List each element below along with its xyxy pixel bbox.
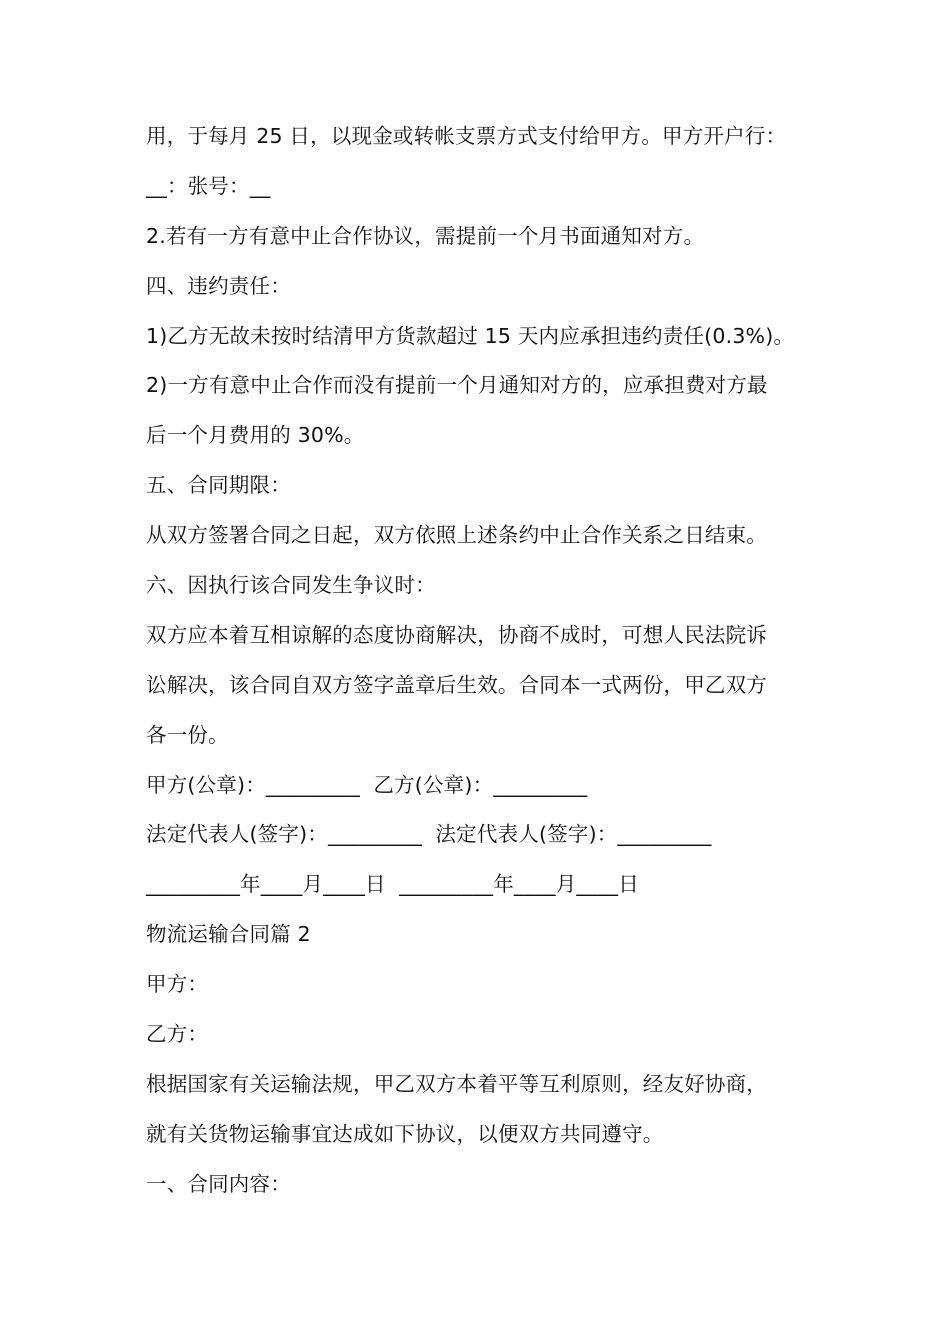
paragraph-liability-item-1: 1)乙方无故未按时结清甲方货款超过 15 天内应承担违约责任(0.3%)。	[146, 323, 795, 348]
paragraph-disputes-end: 各一份。	[146, 722, 229, 747]
party-b-label: 乙方：	[146, 1022, 209, 1047]
paragraph-term: 从双方签署合同之日起，双方依照上述条约中止合作关系之日结束。	[146, 523, 767, 548]
paragraph-payment-terms: 用，于每月 25 日，以现金或转帐支票方式支付给甲方。甲方开户行：	[146, 124, 787, 148]
document-body	[146, 112, 826, 1210]
party-a-label: 甲方：	[146, 972, 209, 997]
contract-title-part-2: 物流运输合同篇 2	[146, 922, 311, 947]
signature-date-line: _________年____月____日 _________年____月____日	[146, 872, 639, 897]
paragraph-liability-item-2-cont: 后一个月费用的 30%。	[146, 423, 365, 448]
paragraph-preamble-cont: 就有关货物运输事宜达成如下协议，以便双方共同遵守。	[146, 1121, 664, 1146]
section-heading-contents: 一、合同内容：	[146, 1171, 291, 1196]
section-heading-liability: 四、违约责任：	[146, 273, 291, 298]
paragraph-preamble: 根据国家有关运输法规，甲乙双方本着平等互利原则，经友好协商，	[146, 1071, 767, 1096]
paragraph-disputes: 双方应本着互相谅解的态度协商解决，协商不成时，可想人民法院诉	[146, 622, 767, 647]
paragraph-account-number: __：张号：__	[146, 173, 271, 198]
paragraph-termination-notice: 2.若有一方有意中止合作协议，需提前一个月书面通知对方。	[146, 223, 705, 248]
signature-representative-line: 法定代表人(签字)：_________ 法定代表人(签字)：_________	[146, 822, 712, 847]
section-heading-term: 五、合同期限：	[146, 473, 291, 498]
paragraph-liability-item-2: 2)一方有意中止合作而没有提前一个月通知对方的，应承担费对方最	[146, 373, 768, 398]
section-heading-disputes: 六、因执行该合同发生争议时：	[146, 573, 436, 598]
signature-seal-line: 甲方(公章)：_________ 乙方(公章)：_________	[146, 772, 588, 797]
paragraph-disputes-cont: 讼解决，该合同自双方签字盖章后生效。合同本一式两份，甲乙双方	[146, 672, 767, 697]
